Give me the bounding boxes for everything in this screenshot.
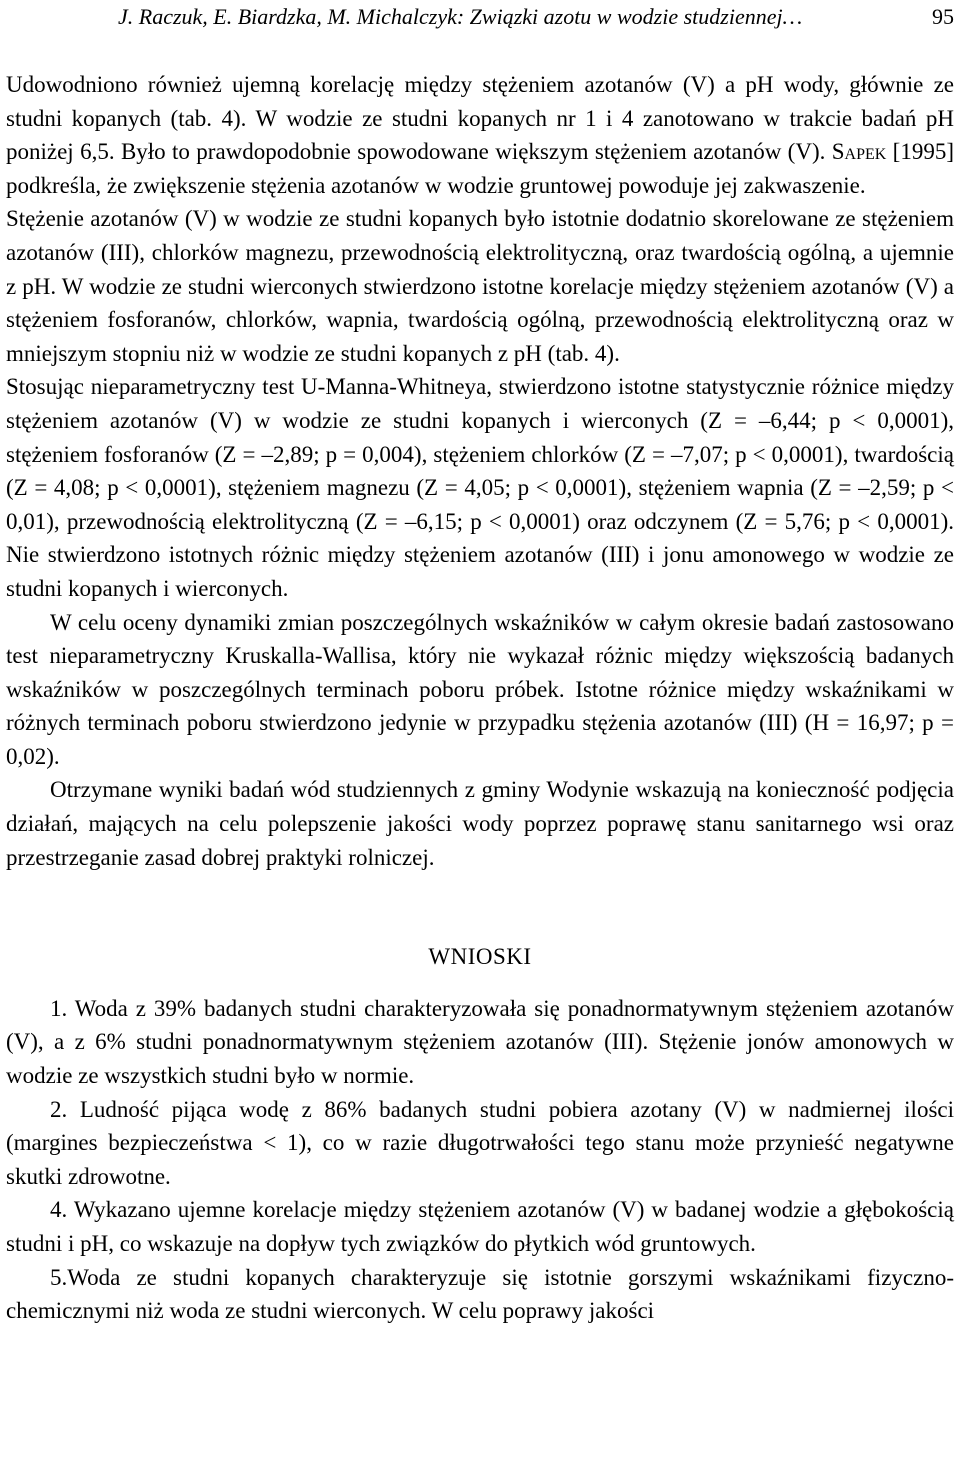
running-header — [6, 2, 954, 32]
body-text — [6, 68, 954, 1328]
paragraph-2: Stężenie azotanów (V) w wodzie ze studni kopanych było istotnie dodatnio skorelowane ze stężeniem azotanów (III), chlorków magnezu, przewodnością elektrolityczną, oraz twardością ogólną, a ujemnie z pH. W wodzie ze studni wierconych stwierdzono istotne korelacje między stężeniem azotanów (V) a stężeniem fosforanów, chlorków, wapnia, twardością ogólną, przewodnością elektrolityczną oraz w mniejszym stopniu niż w wodzie ze studni kopanych z pH (tab. 4). — [6, 206, 954, 366]
author-citation: Sapek — [831, 139, 887, 165]
section-title-conclusions: WNIOSKI — [428, 944, 532, 970]
conclusions-list — [6, 992, 954, 1328]
conclusion-item: 1. Woda z 39% badanych studni charakteryzowała się ponadnormatywnym stężeniem azotanów (V), a z 6% studni ponadnormatywnym stężeniem azotanów (III). Stężenie jonów amonowych w wodzie ze wszystkich studni było w normie. — [6, 995, 954, 1089]
running-title: J. Raczuk, E. Biardzka, M. Michalczyk: Związki azotu w wodzie studziennej… — [118, 4, 803, 29]
conclusion-item: 2. Ludność pijąca wodę z 86% badanych studni pobiera azotany (V) w nadmiernej ilości (margines bezpieczeństwa < 1), co w razie długotrwałości tego stanu może przynieść negatywne skutki zdrowotne. — [6, 1096, 954, 1189]
paragraph-3: Stosując nieparametryczny test U-Manna-Whitneya, stwierdzono istotne statystycznie różnice między stężeniem azotanów (V) w wodzie ze studni kopanych i wierconych (Z = –6,44; p < 0,0001), stężeniem fosforanów (Z = –2,89; p = 0,004), stężeniem chlorków (Z = –7,07; p < 0,0001), twardością (Z = 4,08; p < 0,0001), stężeniem magnezu (Z = 4,05; p < 0,0001), stężeniem wapnia (Z = –2,59; p < 0,01), przewodnością elektrolityczną (Z = –6,15; p < 0,0001) oraz odczynem (Z = 5,76; p < 0,0001). Nie stwierdzono istotnych różnic między stężeniem azotanów (III) i jonu amonowego w wodzie ze studni kopanych i wierconych. — [6, 374, 954, 601]
paragraph-1: Udowodniono również ujemną korelację między stężeniem azotanów (V) a pH wody, głównie ze studni kopanych (tab. 4). W wodzie ze studni kopanych nr 1 i 4 zanotowano w trakcie badań pH poniżej 6,5. Było to prawdopodobnie spowodowane większym stężeniem azotanów (V). Sapek [1995] podkreśla, że zwiększenie stężenia azotanów w wodzie gruntowej powoduje jej zakwaszenie. — [6, 72, 955, 198]
paragraph-4: W celu oceny dynamiki zmian poszczególnych wskaźników w całym okresie badań zastosowano test nieparametryczny Kruskalla-Wallisa, który nie wykazał różnic między większością badanych wskaźników w poszczególnych terminach poboru próbek. Istotne różnice między wskaźnikami w różnych terminach poboru stwierdzono jedynie w przypadku stężenia azotanów (III) (H = 16,97; p = 0,02). — [6, 609, 954, 769]
conclusion-item: 5.Woda ze studni kopanych charakteryzuje się istotnie gorszymi wskaźnikami fizyczno-chemicznymi niż woda ze studni wierconych. W celu poprawy jakości — [6, 1264, 954, 1324]
conclusion-item: 4. Wykazano ujemne korelacje między stężeniem azotanów (V) w badanej wodzie a głębokością studni i pH, co wskazuje na dopływ tych związków do płytkich wód gruntowych. — [6, 1197, 954, 1256]
page-number: 95 — [932, 4, 954, 29]
paragraph-5: Otrzymane wyniki badań wód studziennych z gminy Wodynie wskazują na konieczność podjęcia działań, mających na celu polepszenie jakości wody poprzez poprawę stanu sanitarnego wsi oraz przestrzeganie zasad dobrej praktyki rolniczej. — [6, 777, 954, 870]
page — [6, 0, 954, 1328]
